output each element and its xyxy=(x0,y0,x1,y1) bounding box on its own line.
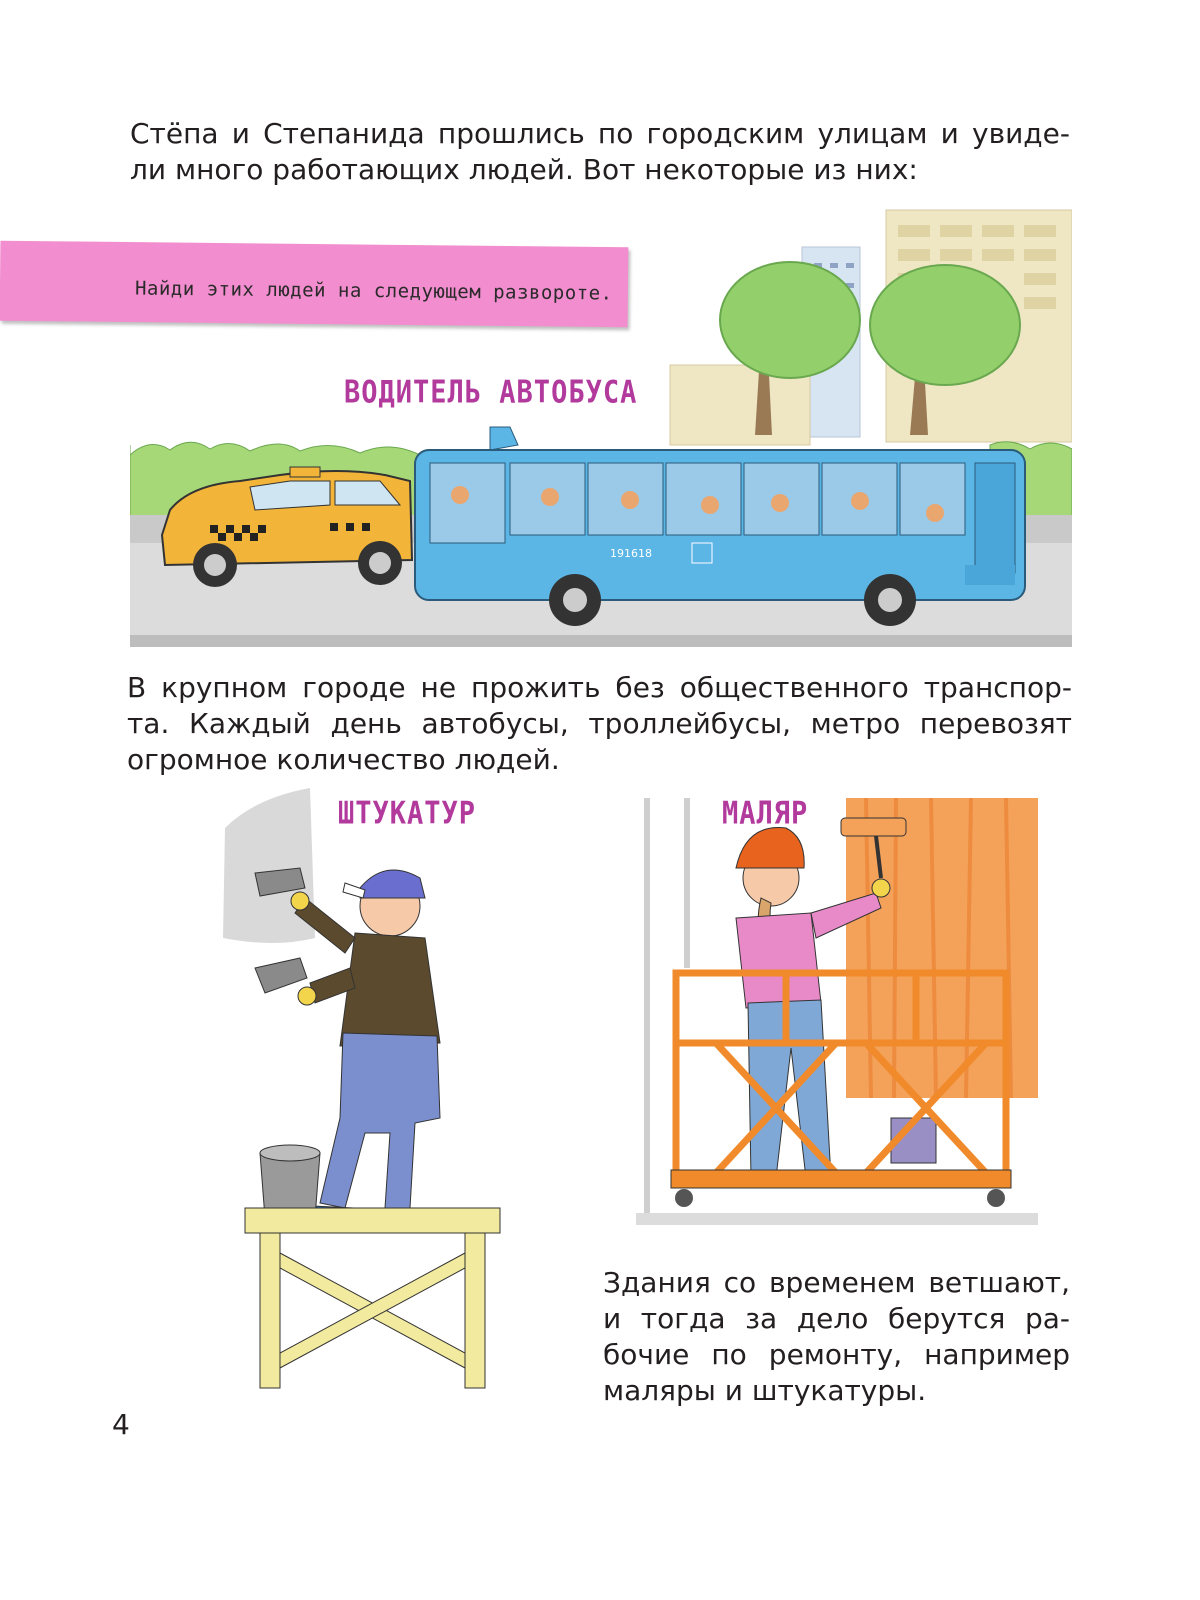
repair-line-3: бочие по ремонту, например xyxy=(603,1338,1070,1371)
intro-paragraph xyxy=(130,116,1070,188)
hint-banner-text: Найди этих людей на следующем развороте. xyxy=(134,277,613,305)
repair-line-2: и тогда за дело берутся ра- xyxy=(603,1302,1070,1335)
bus-driver-label: ВОДИТЕЛЬ АВТОБУСА xyxy=(344,374,638,411)
bus xyxy=(415,427,1025,626)
bus-number: 191618 xyxy=(610,547,652,560)
plasterer-illustration xyxy=(215,788,515,1398)
repair-line-1: Здания со временем ветшают, xyxy=(603,1266,1070,1299)
page-number: 4 xyxy=(112,1408,130,1441)
plasterer-label: ШТУКАТУР xyxy=(338,795,477,832)
transport-paragraph xyxy=(127,670,1072,778)
transport-line-2: та. Каждый день автобусы, троллейбусы, метро перевозят xyxy=(127,707,1072,740)
intro-line-2: ли много работающих людей. Вот некоторые из них: xyxy=(130,153,918,186)
repair-line-4: маляры и штукатуры. xyxy=(603,1374,927,1407)
painter-label: МАЛЯР xyxy=(722,795,809,832)
transport-line-3: огромное количество людей. xyxy=(127,743,560,776)
repair-paragraph xyxy=(603,1265,1070,1409)
transport-line-1: В крупном городе не прожить без общественного транспор- xyxy=(127,671,1072,704)
painter-illustration xyxy=(636,795,1038,1238)
intro-line-1: Стёпа и Степанида прошлись по городским улицам и увиде- xyxy=(130,117,1070,150)
